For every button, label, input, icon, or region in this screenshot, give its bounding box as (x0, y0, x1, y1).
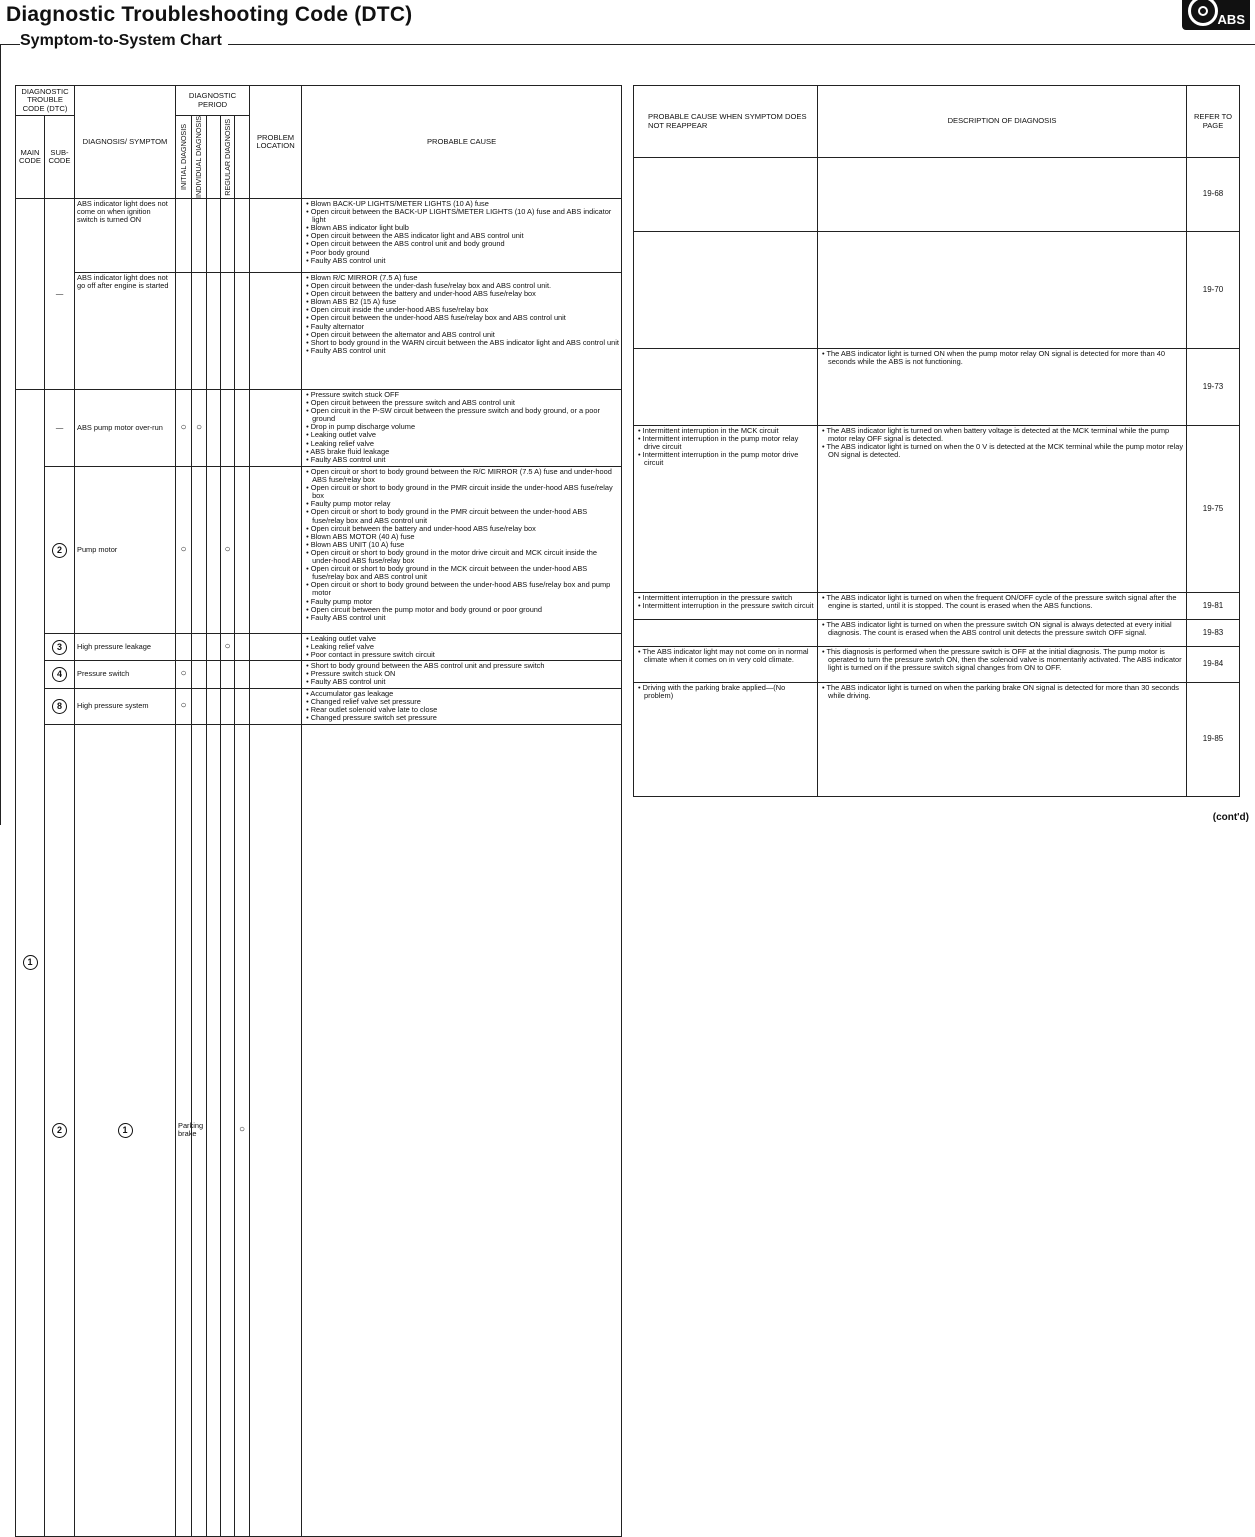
list-item: • Open circuit inside the under-hood ABS fuse/relay box (304, 306, 619, 314)
list-item: • The ABS indicator light is turned on when battery voltage is detected at the MCK terminal while the pump motor relay OFF signal is detected. (820, 427, 1184, 443)
not-reappear-header: PROBABLE CAUSE WHEN SYMPTOM DOES NOT REAPPEAR (634, 86, 818, 158)
symptom-text: ABS indicator light does not come on when ignition switch is turned ON (75, 199, 176, 273)
list-item: • Rear outlet solenoid valve late to close (304, 706, 619, 714)
refer-page[interactable]: 19-85 (1187, 683, 1240, 797)
initial-mark (176, 634, 192, 661)
list-item: • Open circuit between the under-dash fuse/relay box and ABS control unit. (304, 282, 619, 290)
list-item: • Open circuit or short to body ground in the PMR circuit inside the under-hood ABS fuse/relay box (304, 484, 619, 500)
table-row (16, 688, 622, 724)
list-item: • Open circuit or short to body ground in the PMR circuit between the under-hood ABS fuse/relay box and ABS control unit (304, 508, 619, 524)
list-item: • Open circuit between the battery and under-hood ABS fuse/relay box (304, 290, 619, 298)
individual-mark (192, 688, 207, 724)
list-item: • Faulty ABS control unit (304, 678, 619, 686)
list-item: • Faulty pump motor (304, 598, 619, 606)
problem-location-header: PROBLEM LOCATION (250, 86, 302, 199)
refer-page[interactable]: 19-84 (1187, 647, 1240, 683)
regular-mark (221, 661, 235, 688)
individual-header: INDIVIDUAL DIAGNOSIS (194, 116, 204, 199)
symptom-text: ABS indicator light does not go off after engine is started (75, 273, 176, 390)
list-item: • The ABS indicator light is turned ON when the pump motor relay ON signal is detected for more than 40 seconds while the ABS is not functioning. (820, 350, 1184, 366)
list-item: • Open circuit between the under-hood ABS fuse/relay box and ABS control unit (304, 314, 619, 322)
page-title: Diagnostic Troubleshooting Code (DTC) (6, 3, 413, 26)
symptom-text: ABS pump motor over-run (75, 390, 176, 467)
regular-mark: ○ (235, 724, 250, 1536)
regular-mark: ○ (221, 634, 235, 661)
list-item: • Blown ABS indicator light bulb (304, 224, 619, 232)
list-item: • Open circuit or short to body ground between the under-hood ABS fuse/relay box and pump motor (304, 581, 619, 597)
list-item: • Intermittent interruption in the pump motor drive circuit (636, 451, 815, 467)
not-reappear-list (634, 426, 818, 593)
not-reappear-list (634, 158, 818, 232)
cause-list (302, 273, 622, 390)
list-item: • Faulty alternator (304, 323, 619, 331)
regular-mark: ○ (221, 467, 235, 634)
list-item: • Pressure switch stuck ON (304, 670, 619, 678)
list-item: • Poor contact in pressure switch circuit (304, 651, 619, 659)
list-item: • Blown R/C MIRROR (7.5 A) fuse (304, 274, 619, 282)
list-item: • ABS brake fluid leakage (304, 448, 619, 456)
initial-mark: ○ (176, 390, 192, 467)
list-item: • Intermittent interruption in the pressure switch (636, 594, 815, 602)
table-row (16, 467, 622, 634)
description-list (818, 158, 1187, 232)
symptom-text: Parking brake (176, 724, 192, 1536)
page-subtitle: Symptom-to-System Chart (20, 32, 228, 50)
refer-page[interactable]: 19-83 (1187, 620, 1240, 647)
sub-code: 3 (45, 634, 75, 661)
dtc-symptom-table (15, 85, 622, 1537)
main-code: 1 (16, 390, 45, 1537)
symptom-header: DIAGNOSIS/ SYMPTOM (75, 86, 176, 199)
individual-mark (192, 467, 207, 634)
individual-mark (207, 724, 221, 1536)
not-reappear-list (634, 683, 818, 797)
main-code-header: MAIN CODE (16, 116, 45, 199)
symptom-text: High pressure system (75, 688, 176, 724)
list-item: • Open circuit between the battery and under-hood ABS fuse/relay box (304, 525, 619, 533)
list-item: • The ABS indicator light may not come on in normal climate when it comes on in very cold climate. (636, 648, 815, 664)
table-row (16, 661, 622, 688)
initial-mark: ○ (176, 467, 192, 634)
list-item: • Leaking outlet valve (304, 431, 619, 439)
table-row (634, 426, 1240, 593)
not-reappear-list (634, 349, 818, 426)
table-row (16, 199, 622, 273)
table-row (16, 390, 622, 467)
refer-header: REFER TO PAGE (1187, 86, 1240, 158)
abs-logo-text: ABS (1217, 12, 1245, 27)
sub-code: 2 (45, 467, 75, 634)
list-item: • This diagnosis is performed when the pressure switch is OFF at the initial diagnosis. The pump motor is operated to turn the pressure swtch ON, then the solenoid valve is momentarily activated. The ABS indicator light is turned on if the pressure switch signal changes from ON to OFF. (820, 648, 1184, 672)
description-list (818, 232, 1187, 349)
table-row (634, 620, 1240, 647)
description-list (818, 620, 1187, 647)
list-item: • Drop in pump discharge volume (304, 423, 619, 431)
sub-code: — (45, 390, 75, 467)
dtc-table-body (16, 86, 622, 1537)
description-list (818, 683, 1187, 797)
list-item: • Pressure switch stuck OFF (304, 391, 619, 399)
symptom-text: Pressure switch (75, 661, 176, 688)
dtc-header: DIAGNOSTIC TROUBLE CODE (DTC) (16, 86, 75, 116)
list-item: • Driving with the parking brake applied—(No problem) (636, 684, 815, 700)
list-item: • Blown ABS UNIT (10 A) fuse (304, 541, 619, 549)
list-item: • Changed relief valve set pressure (304, 698, 619, 706)
list-item: • Open circuit between the alternator and ABS control unit (304, 331, 619, 339)
refer-page[interactable]: 19-68 (1187, 158, 1240, 232)
continued-label: (cont'd) (1212, 812, 1249, 823)
sub-code: — (45, 199, 75, 390)
not-reappear-list (634, 593, 818, 620)
list-item: • Blown ABS B2 (15 A) fuse (304, 298, 619, 306)
not-reappear-list (634, 232, 818, 349)
table-row (634, 349, 1240, 426)
regular-header: REGULAR DIAGNOSIS (222, 118, 232, 196)
list-item: • Faulty ABS control unit (304, 614, 619, 622)
symptom-text: Pump motor (75, 467, 176, 634)
cause-list (302, 467, 622, 634)
refer-page[interactable]: 19-75 (1187, 426, 1240, 593)
cause-list (302, 634, 622, 661)
table-row (16, 273, 622, 390)
sub-code: 8 (45, 688, 75, 724)
initial-header: INITIAL DIAGNOSIS (178, 123, 188, 191)
period-header: DIAGNOSTIC PERIOD (176, 86, 250, 116)
list-item: • The ABS indicator light is turned on when the 0 V is detected at the MCK terminal while the pump motor relay ON signal is detected. (820, 443, 1184, 459)
list-item: • Open circuit between the ABS control unit and body ground (304, 240, 619, 248)
initial-mark: ○ (176, 661, 192, 688)
description-list (818, 349, 1187, 426)
list-item: • Faulty ABS control unit (304, 347, 619, 355)
left-frame-rule (0, 44, 1, 825)
table-row (634, 647, 1240, 683)
list-item: • Short to body ground between the ABS control unit and pressure switch (304, 662, 619, 670)
list-item: • Open circuit between the pressure switch and ABS control unit (304, 399, 619, 407)
probable-cause-header: PROBABLE CAUSE (302, 86, 622, 199)
table-row (634, 683, 1240, 797)
description-header: DESCRIPTION OF DIAGNOSIS (818, 86, 1187, 158)
abs-logo (1182, 0, 1250, 30)
regular-mark (221, 390, 235, 467)
description-list (818, 426, 1187, 593)
list-item: • Leaking outlet valve (304, 635, 619, 643)
list-item: • Leaking relief valve (304, 440, 619, 448)
list-item: • Open circuit between the ABS indicator light and ABS control unit (304, 232, 619, 240)
list-item: • Open circuit or short to body ground in the motor drive circuit and MCK circuit inside the under-hood ABS fuse/relay box (304, 549, 619, 565)
refer-page[interactable]: 19-73 (1187, 349, 1240, 426)
sub-code: 1 (75, 724, 176, 1536)
cause-list (302, 199, 622, 273)
individual-mark (192, 661, 207, 688)
table-row (16, 634, 622, 661)
cause-list (302, 688, 622, 724)
list-item: • Intermittent interruption in the MCK circuit (636, 427, 815, 435)
cause-list (302, 390, 622, 467)
list-item: • Leaking relief valve (304, 643, 619, 651)
list-item: • Faulty ABS control unit (304, 456, 619, 464)
list-item: • Changed pressure switch set pressure (304, 714, 619, 722)
list-item: • Open circuit or short to body ground in the MCK circuit between the under-hood ABS fuse/relay box and ABS control unit (304, 565, 619, 581)
main-code: 2 (45, 724, 75, 1536)
not-reappear-list (634, 620, 818, 647)
list-item: • Open circuit or short to body ground between the R/C MIRROR (7.5 A) fuse and under-hood ABS fuse/relay box (304, 468, 619, 484)
abs-logo-icon (1188, 0, 1218, 26)
list-item: • Faulty pump motor relay (304, 500, 619, 508)
list-item: • Blown BACK-UP LIGHTS/METER LIGHTS (10 A) fuse (304, 200, 619, 208)
list-item: • Poor body ground (304, 249, 619, 257)
refer-page[interactable]: 19-81 (1187, 593, 1240, 620)
sub-code-header: SUB-CODE (45, 116, 75, 199)
right-header-row (634, 86, 1240, 158)
cause-list (302, 661, 622, 688)
list-item: • The ABS indicator light is turned on when the pressure switch ON signal is always detected at every initial diagnosis. The count is erased when the ABS control unit detects the pressure switch OFF signal. (820, 621, 1184, 637)
list-item: • The ABS indicator light is turned on when the frequent ON/OFF cycle of the pressure switch signal after the engine is started, until it is stopped. The count is erased when the ABS functions. (820, 594, 1184, 610)
list-item: • Faulty ABS control unit (304, 257, 619, 265)
list-item: • Short to body ground in the WARN circuit between the ABS indicator light and ABS control unit (304, 339, 619, 347)
table-header-row (16, 86, 622, 116)
individual-mark (192, 634, 207, 661)
symptom-text: High pressure leakage (75, 634, 176, 661)
refer-page[interactable]: 19-70 (1187, 232, 1240, 349)
list-item: • Intermittent interruption in the pressure switch circuit (636, 602, 815, 610)
regular-mark (221, 688, 235, 724)
main-code (16, 199, 45, 390)
table-row (634, 232, 1240, 349)
description-list (818, 647, 1187, 683)
list-item: • Blown ABS MOTOR (40 A) fuse (304, 533, 619, 541)
list-item: • Open circuit in the P-SW circuit between the pressure switch and body ground, or a poor ground (304, 407, 619, 423)
description-list (818, 593, 1187, 620)
list-item: • Open circuit between the pump motor and body ground or poor ground (304, 606, 619, 614)
list-item: • Intermittent interruption in the pump motor relay drive circuit (636, 435, 815, 451)
list-item: • Open circuit between the BACK-UP LIGHTS/METER LIGHTS (10 A) fuse and ABS indicator light (304, 208, 619, 224)
list-item: • Accumulator gas leakage (304, 690, 619, 698)
sub-code: 4 (45, 661, 75, 688)
table-row (634, 158, 1240, 232)
individual-mark: ○ (192, 390, 207, 467)
initial-mark: ○ (176, 688, 192, 724)
list-item: • The ABS indicator light is turned on when the parking brake ON signal is detected for more than 30 seconds while driving. (820, 684, 1184, 700)
table-row (16, 724, 622, 1536)
not-reappear-list (634, 647, 818, 683)
table-row (634, 593, 1240, 620)
diagnosis-description-table (633, 85, 1240, 797)
